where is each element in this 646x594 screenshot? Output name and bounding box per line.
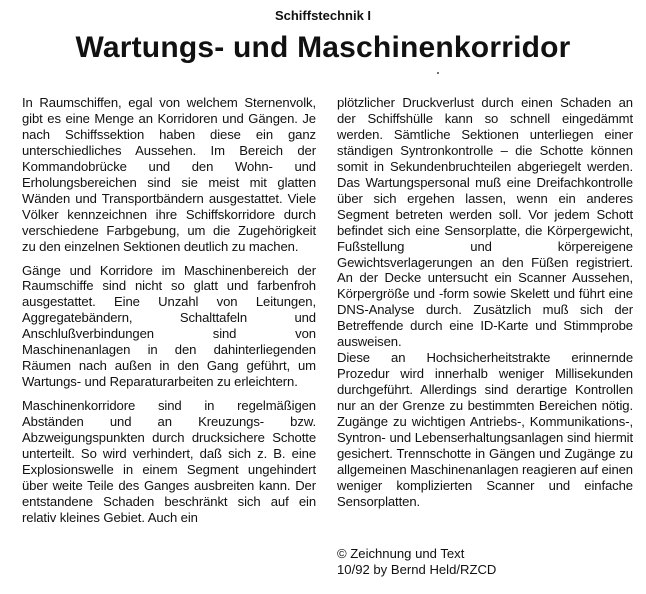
paragraph-security: Diese an Hochsicherheitstrakte erinnernde Prozedur wird innerhalb weniger Millisekunden durchgeführt. Allerdings sind derartige Kontrollen nur an der Grenze zu bestimmten Bereichen nötig. Zugänge zu wichtigen Antriebs-, Kommunikations-, Syntron- und Lebenserhaltungsanlagen sind hiermit gesichert. Trennschotte in Gängen und Zugänge zu allgemeinen Maschinenanlagen reagieren auf einen weniger komplizierten Scanner und einfache Sensorplatten. <box>337 350 633 509</box>
page-title: Wartungs- und Maschinenkorridor <box>75 31 571 64</box>
left-column <box>22 95 316 526</box>
credit-block <box>337 546 627 578</box>
credit-line-2: 10/92 by Bernd Held/RZCD <box>337 562 497 577</box>
paragraph-bulkheads: Maschinenkorridore sind in regelmäßigen Abständen und an Kreuzungs- bzw. Abzweigungspunkten durch drucksichere Schotte unterteilt. So wird verhindert, daß sich z. B. eine Explosionswelle in einem Segment ungehindert über weite Teile des Ganges ausbreiten kann. Der entstandene Schaden beschränkt sich auf ein relativ kleines Gebiet. Auch ein <box>22 398 316 525</box>
kicker-heading: Schiffstechnik I <box>274 8 372 23</box>
scan-speck <box>437 72 439 74</box>
credit-line-1: © Zeichnung und Text <box>337 546 465 561</box>
paragraph-intro: In Raumschiffen, egal von welchem Sternenvolk, gibt es eine Menge an Korridoren und Gängen. Je nach Schiffssektion haben diese ein ganz unterschiedliches Aussehen. Im Bereich der Kommandobrücke und den Wohn- und Erholungsbereichen sind sie meist mit glatten Wänden und Transportbändern ausgestattet. Viele Völker kennzeichnen ihre Schiffskorridore durch verschiedene Farbgebung, um die Zugehörigkeit zu den einzelnen Sektionen deutlich zu machen. <box>22 95 316 254</box>
paragraph-machine-area: Gänge und Korridore im Maschinenbereich der Raumschiffe sind nicht so glatt und farbenfroh ausgestattet. Eine Unzahl von Leitungen, Aggregatebändern, Schalttafeln und Anschlußverbindungen sind von Maschinenanlagen in den dahinterliegenden Räumen nach außen in den Gang geführt, um Wartungs- und Reparaturarbeiten zu erleichtern. <box>22 262 316 390</box>
right-column <box>337 95 633 510</box>
paragraph-control: plötzlicher Druckverlust durch einen Schaden an der Schiffshülle kann so schnell eingedämmt werden. Sämtliche Sektionen unterliegen einer ständigen Syntronkontrolle – die Schotte können somit in Sekundenbruchteilen abgeriegelt werden. Das Wartungspersonal muß eine Dreifachkontrolle über sich ergehen lassen, wenn ein anderes Segment betreten werden soll. Vor jedem Schott befindet sich eine Sensorplatte, die Körpergewicht, Fußstellung und körpereigene Gewichtsverlagerungen an den Füßen registriert. An der Decke untersucht ein Scanner Aussehen, Körpergröße und -form sowie Skelett und führt eine DNS-Analyse durch. Zusätzlich muß sich der Betreffende durch eine ID-Karte und Stimmprobe ausweisen. <box>337 95 633 350</box>
